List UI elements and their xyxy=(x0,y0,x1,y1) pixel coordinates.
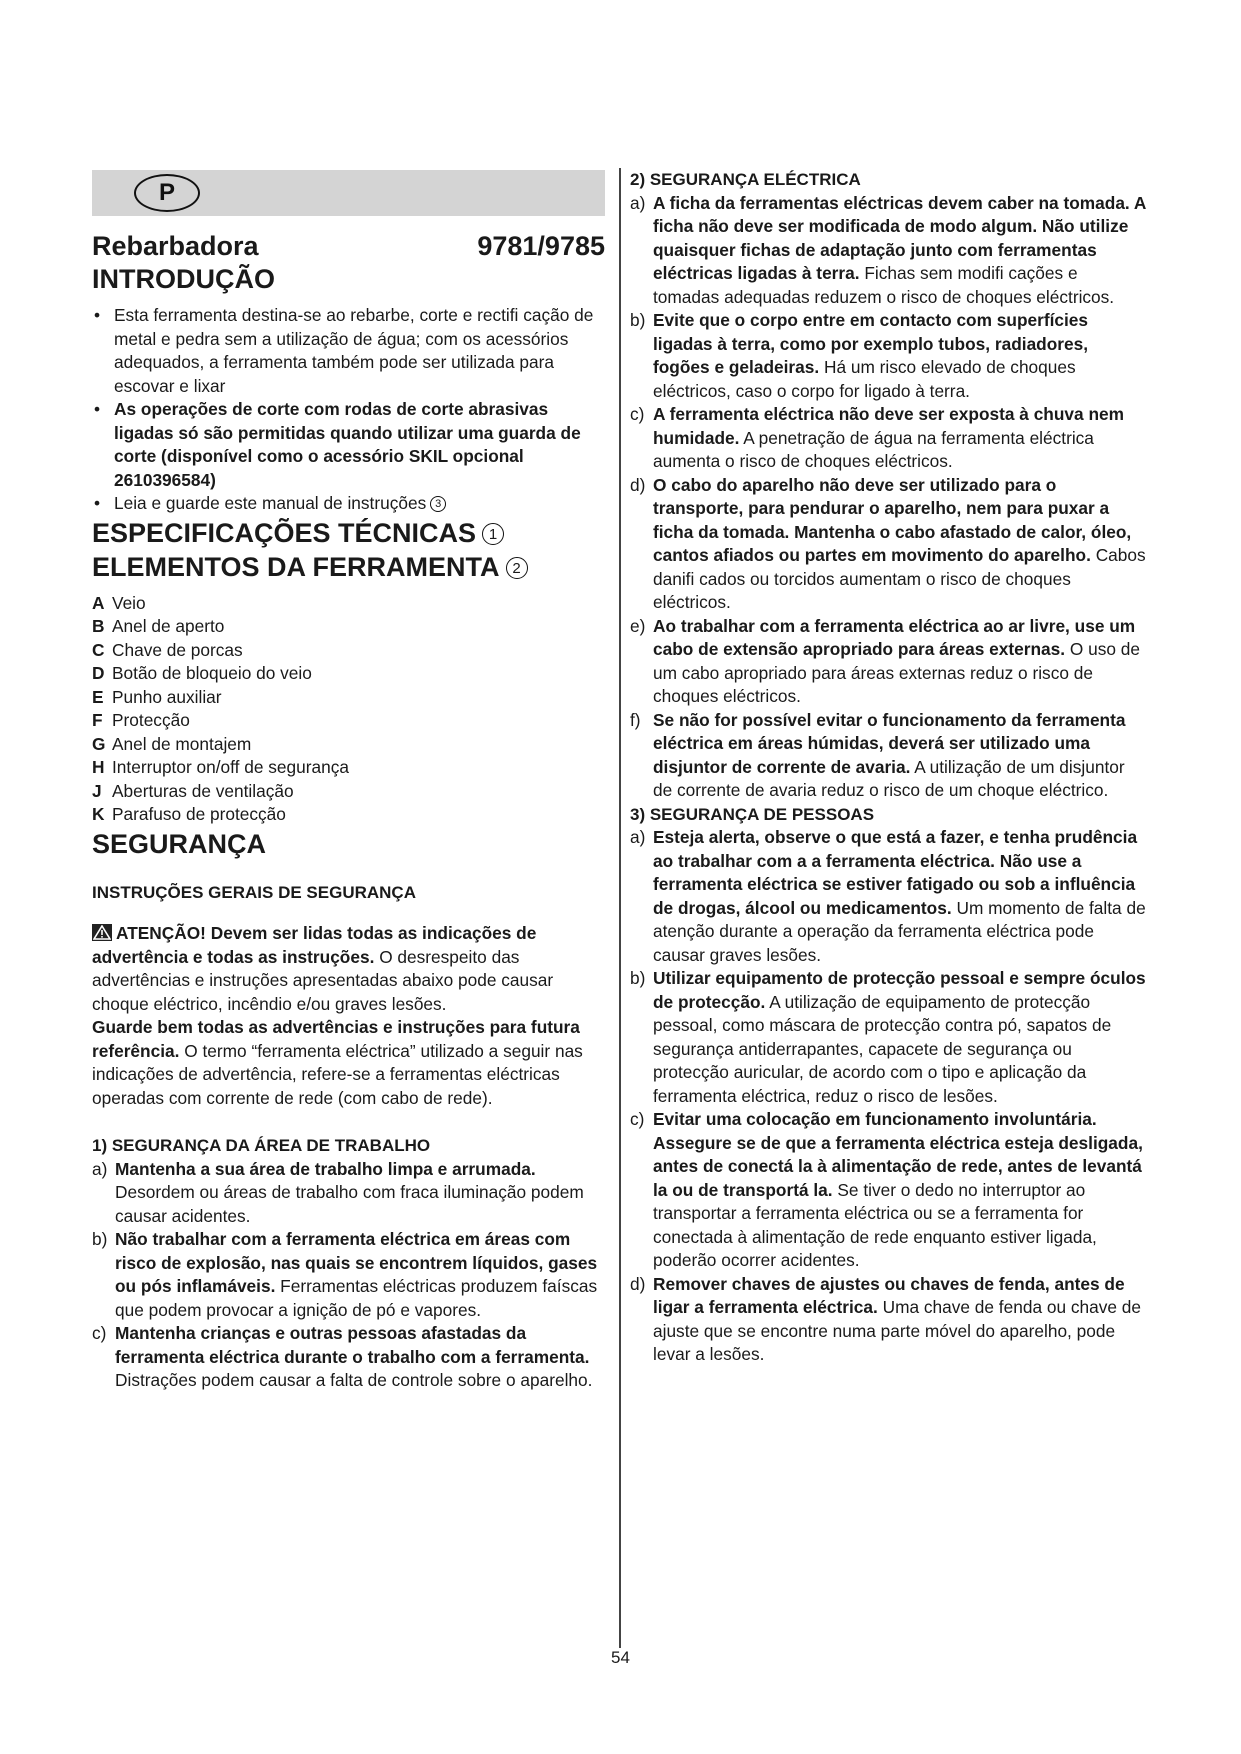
language-bar xyxy=(92,170,605,216)
warning-icon xyxy=(92,924,112,941)
list-item: B Anel de aperto xyxy=(92,616,225,636)
language-badge: P xyxy=(134,174,200,212)
safety-heading: SEGURANÇA xyxy=(92,828,267,859)
list-item: d) O cabo do aparelho não deve ser utilizado para o transporte, para pendurar o aparelho, nem para puxar a ficha da tomada. Mantenha o cabo afastado de calor, óleo, cantos afiados ou partes em movimento do aparelho. Cabos danifi cados ou torcidos aumentam o risco de choques eléctricos. xyxy=(630,474,1146,612)
list-item: a) A ficha da ferramentas eléctricas devem caber na tomada. A ficha não deve ser modificada de modo algum. Não utilize quaisquer fichas de adaptação junto com ferramentas eléctricas ligadas à terra. Fichas sem modifi cações e tomadas adequadas reduzem o risco de choques eléctricos. xyxy=(630,192,1146,307)
product-name: Rebarbadora xyxy=(92,231,259,261)
intro-bullet: • Leia e guarde este manual de instruções 3 xyxy=(92,492,605,516)
work-area-items xyxy=(92,1158,605,1393)
list-item: J Aberturas de ventilação xyxy=(92,780,294,801)
list-item: d) Remover chaves de ajustes ou chaves de fenda, antes de ligar a ferramenta eléctrica. Uma chave de fenda ou chave de ajuste que se encontre numa parte móvel do aparelho, pode levar a lesões. xyxy=(630,1273,1142,1364)
list-item: D Botão de bloqueio do veio xyxy=(92,663,312,683)
electrical-safety-heading: 2) SEGURANÇA ELÉCTRICA xyxy=(630,170,861,189)
figure-ref-3: 3 xyxy=(430,496,446,512)
list-item: c) Evitar uma colocação em funcionamento involuntária. Assegure se de que a ferramenta eléctrica esteja desligada, antes de conectá la à alimentação de rede, antes de levantá la ou de transportá la. Se tiver o dedo no interruptor ao transportar a ferramenta eléctrica ou se a ferramenta for conectada à alimentação de rede enquanto estiver ligada, poderão ocorrer acidentes. xyxy=(630,1109,1143,1270)
warning-paragraph-2: Guarde bem todas as advertências e instruções para futura referência. O termo “ferramenta eléctrica” utilizado a seguir nas indicações de advertência, refere-se a ferramentas eléctricas operadas com corrente de rede (com cabo de rede). xyxy=(92,1017,583,1108)
intro-bullet: • Esta ferramenta destina-se ao rebarbe, corte e rectifi cação de metal e pedra sem a utilização de água; com os acessórios adequados, a ferramenta também pode ser utilizada para escovar e lixar xyxy=(92,304,605,398)
column-divider xyxy=(619,168,621,1648)
list-item: f) Se não for possível evitar o funcionamento da ferramenta eléctrica em áreas húmidas, deverá ser utilizado uma disjuntor de corrente de avaria. A utilização de um disjuntor de corrente de avaria reduz o risco de um choque eléctrico. xyxy=(630,709,1126,800)
list-item: C Chave de porcas xyxy=(92,639,243,660)
list-item: F Protecção xyxy=(92,710,190,730)
personal-safety-items xyxy=(630,826,1148,1367)
list-item: H Interruptor on/off de segurança xyxy=(92,757,349,777)
list-item: E Punho auxiliar xyxy=(92,686,222,707)
work-area-heading: 1) SEGURANÇA DA ÁREA DE TRABALHO xyxy=(92,1136,431,1155)
electrical-safety-items xyxy=(630,192,1148,803)
warning-paragraph: ATENÇÃO! Devem ser lidas todas as indicações de advertência e todas as instruções. O desrespeito das advertências e instruções apresentadas abaixo pode causar choque eléctrico, incêndio e/ou graves lesões. xyxy=(92,923,554,1014)
list-item: a) Mantenha a sua área de trabalho limpa e arrumada. Desordem ou áreas de trabalho com fraca iluminação podem causar acidentes. xyxy=(92,1158,584,1226)
list-item: b) Utilizar equipamento de protecção pessoal e sempre óculos de protecção. A utilização de equipamento de protecção pessoal, como máscara de protecção contra pó, sapatos de segurança antiderrapantes, capacete de segurança ou protecção auricular, de acordo com o tipo e aplicação da ferramenta eléctrica, reduz o risco de lesões. xyxy=(630,968,1146,1106)
general-safety-subheading: INSTRUÇÕES GERAIS DE SEGURANÇA xyxy=(92,882,416,902)
list-item: a) Esteja alerta, observe o que está a fazer, e tenha prudência ao trabalhar com a a ferramenta eléctrica. Não use a ferramenta eléctrica se estiver fatigado ou sob a influência de drogas, álcool ou medicamentos. Um momento de falta de atenção durante a operação da ferramenta eléctrica pode causar graves lesões. xyxy=(630,827,1146,965)
intro-bullet: • As operações de corte com rodas de corte abrasivas ligadas só são permitidas quando utilizar uma guarda de corte (disponível como o acessório SKIL opcional 2610396584) xyxy=(92,398,605,492)
list-item: b) Evite que o corpo entre em contacto com superfícies ligadas à terra, como por exemplo tubos, radiadores, fogões e geladeiras. Há um risco elevado de choques eléctricos, caso o corpo for ligado à terra. xyxy=(630,310,1089,401)
specs-heading: ESPECIFICAÇÕES TÉCNICAS 1 xyxy=(92,516,605,550)
page-number: 54 xyxy=(611,1648,630,1667)
list-item: c) A ferramenta eléctrica não deve ser exposta à chuva nem humidade. A penetração de água na ferramenta eléctrica aumenta o risco de choques eléctricos. xyxy=(630,404,1124,471)
list-item: G Anel de montajem xyxy=(92,733,252,754)
elements-list xyxy=(92,592,605,827)
list-item: c) Mantenha crianças e outras pessoas afastadas da ferramenta eléctrica durante o trabalho com a ferramenta. Distrações podem causar a falta de controle sobre o aparelho. xyxy=(92,1323,593,1390)
list-item: K Parafuso de protecção xyxy=(92,804,286,824)
list-item: A Veio xyxy=(92,592,146,613)
personal-safety-heading: 3) SEGURANÇA DE PESSOAS xyxy=(630,804,875,824)
left-column xyxy=(92,170,605,1393)
intro-heading: INTRODUÇÃO xyxy=(92,264,275,294)
elements-heading: ELEMENTOS DA FERRAMENTA 2 xyxy=(92,550,605,584)
figure-ref-2: 2 xyxy=(506,557,528,579)
model-number: 9781/9785 xyxy=(477,231,605,261)
right-column xyxy=(630,168,1148,1367)
title-row xyxy=(92,230,605,262)
intro-bullets xyxy=(92,304,605,516)
figure-ref-1: 1 xyxy=(482,523,504,545)
list-item: b) Não trabalhar com a ferramenta eléctrica em áreas com risco de explosão, nas quais se encontrem líquidos, gases ou pós inflamáveis. Ferramentas eléctricas produzem faíscas que podem provocar a ignição de pó e vapores. xyxy=(92,1229,598,1320)
list-item: e) Ao trabalhar com a ferramenta eléctrica ao ar livre, use um cabo de extensão apropriado para áreas externas. O uso de um cabo apropriado para áreas externas reduz o risco de choques eléctricos. xyxy=(630,615,1140,706)
